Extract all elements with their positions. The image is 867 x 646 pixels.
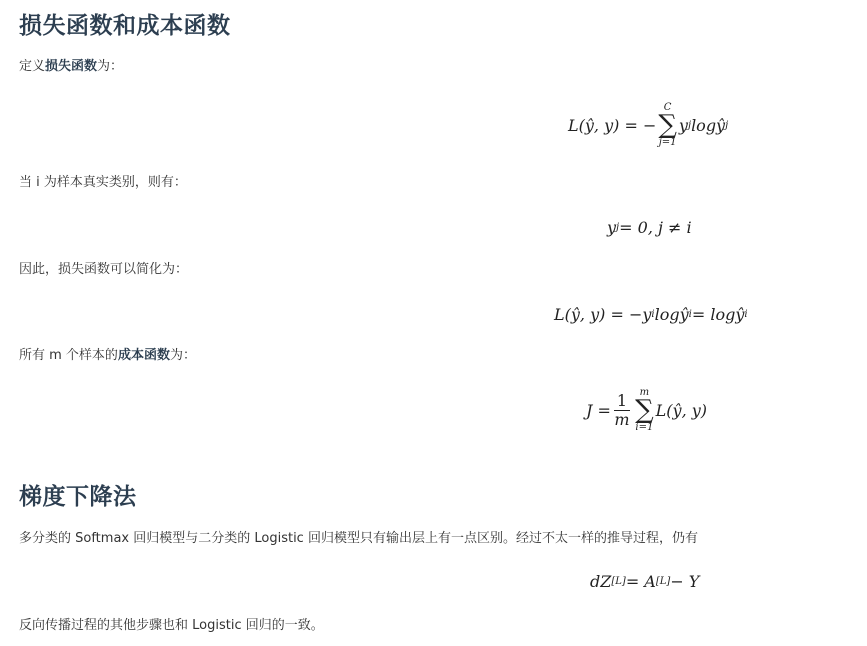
cost-text: 所有 m 个样本的成本函数为： xyxy=(19,348,196,363)
gradient-intro-text: 多分类的 Softmax 回归模型与二分类的 Logistic 回归模型只有输出层上有一点区别。经过不太一样的推导过程，仍有 xyxy=(19,531,698,546)
bold-term-loss: 损失函数 xyxy=(45,59,98,74)
definition-text: 定义损失函数为： xyxy=(19,59,124,74)
summation-symbol: C ∑ j=1 xyxy=(658,102,677,148)
summation-symbol: m ∑ i=1 xyxy=(635,387,654,433)
equation-loss-definition: L(ŷ, y) = − C ∑ j=1 y j logŷ j xyxy=(568,102,729,148)
backprop-text: 反向传播过程的其他步骤也和 Logistic 回归的一致。 xyxy=(19,618,324,633)
section-heading-loss: 损失函数和成本函数 xyxy=(19,13,231,39)
equation-condition: y j = 0, j ≠ i xyxy=(607,217,692,237)
simplify-text: 因此，损失函数可以简化为： xyxy=(19,262,189,277)
equation-cost: J = $\frac{1}{m}$ m ∑ i=1 L(ŷ, y) xyxy=(586,387,708,433)
equation-simplified-loss: L(ŷ, y) = −y i logŷ i = logŷ i xyxy=(554,304,748,324)
equation-dz: dZ [L] = A [L] − Y xyxy=(590,571,700,591)
fraction: $\frac{1}{m}$ xyxy=(614,390,630,429)
condition-text: 当 i 为样本真实类别，则有： xyxy=(19,175,187,190)
bold-term-cost: 成本函数 xyxy=(117,348,170,363)
section-heading-gradient-descent: 梯度下降法 xyxy=(19,484,137,510)
